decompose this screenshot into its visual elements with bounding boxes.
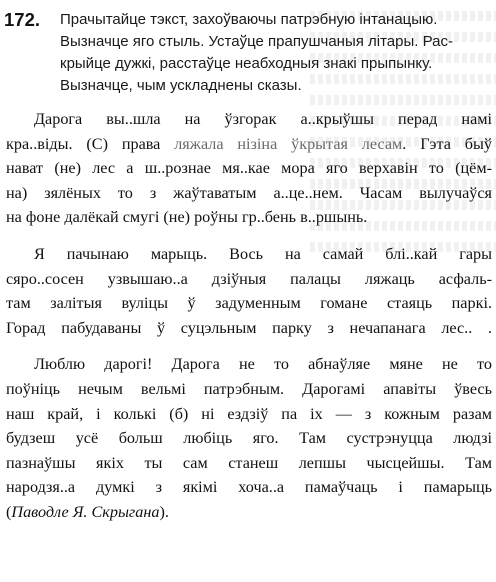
text-line: Дарога вы..шла на ўзгорак а..крыўшы перад намі (34, 110, 492, 128)
text-fragment: кра..віды. (С) права (6, 134, 175, 153)
text-line: поўніць нечым вельмі патрэбным. Дарогамі апавіты ўвесь (6, 379, 492, 398)
task-line: Вызначце яго стыль. Устаўце прапушчаныя літары. Рас- (60, 33, 453, 50)
task-line: Вызначце, чым ускладнены сказы. (60, 77, 302, 94)
text-line: Люблю дарогі! Дарога не то абнаўляе мяне не то (34, 355, 492, 374)
exercise-task (60, 9, 496, 97)
task-line: крыйце дужкі, расстаўце неабходныя знакі прыпынку. (60, 55, 433, 72)
text-line: будзеш усё больш любіць яго. Там сустрэнуцца людзі (6, 429, 492, 448)
paragraph-1 (6, 107, 492, 230)
exercise-text (6, 107, 492, 525)
exercise-number: 172. (4, 9, 41, 30)
text-line: на фоне далёкай смугі (не) роўны гр..бень в..ршынь. (6, 208, 368, 227)
source-close: ). (159, 502, 169, 521)
text-line: народзя..а думкі з якімі хоча..а памаўчаць і памарыць (6, 478, 492, 497)
task-line: Прачытайце тэкст, захоўваючы патрэбную інтанацыю. (60, 11, 438, 28)
text-line: там залітыя вуліцы ў задуменным гомане стаяць паркі. (6, 294, 492, 313)
text-line: наш край, і колькі (б) ні ездзіў па іх — з кожным разам (6, 404, 492, 423)
text-line: сяро..сосен узвышаю..а дзіўныя палацы ляжаць асфаль- (6, 269, 492, 288)
text-line: на) зялёных то з жаўтаватым а..це..нем. Часам вылучаўся (6, 183, 492, 202)
source-open: ( (6, 502, 12, 521)
paragraph-3 (6, 352, 492, 524)
text-line: Горад пабудаваны ў суцэльным парку з нечапанага лес.. . (6, 318, 492, 337)
faded-text-fragment: ляжала нізіна ўкрытая лесам (174, 134, 403, 153)
text-line (6, 132, 492, 157)
text-line: нават (не) лес а ш..рознае мя..кае мора яго верхавін то (цём- (6, 159, 492, 178)
source-author: Паводле Я. Скрыгана (11, 502, 160, 521)
text-line: Я пачынаю марыць. Вось на самай блі..кай гары (34, 244, 492, 263)
text-line (6, 500, 492, 525)
paragraph-2 (6, 242, 492, 340)
text-line: пазнаўшы якіх ты сам станеш лепшы чысцейшы. Там (6, 453, 492, 472)
text-fragment: . Гэта быў (402, 134, 492, 153)
